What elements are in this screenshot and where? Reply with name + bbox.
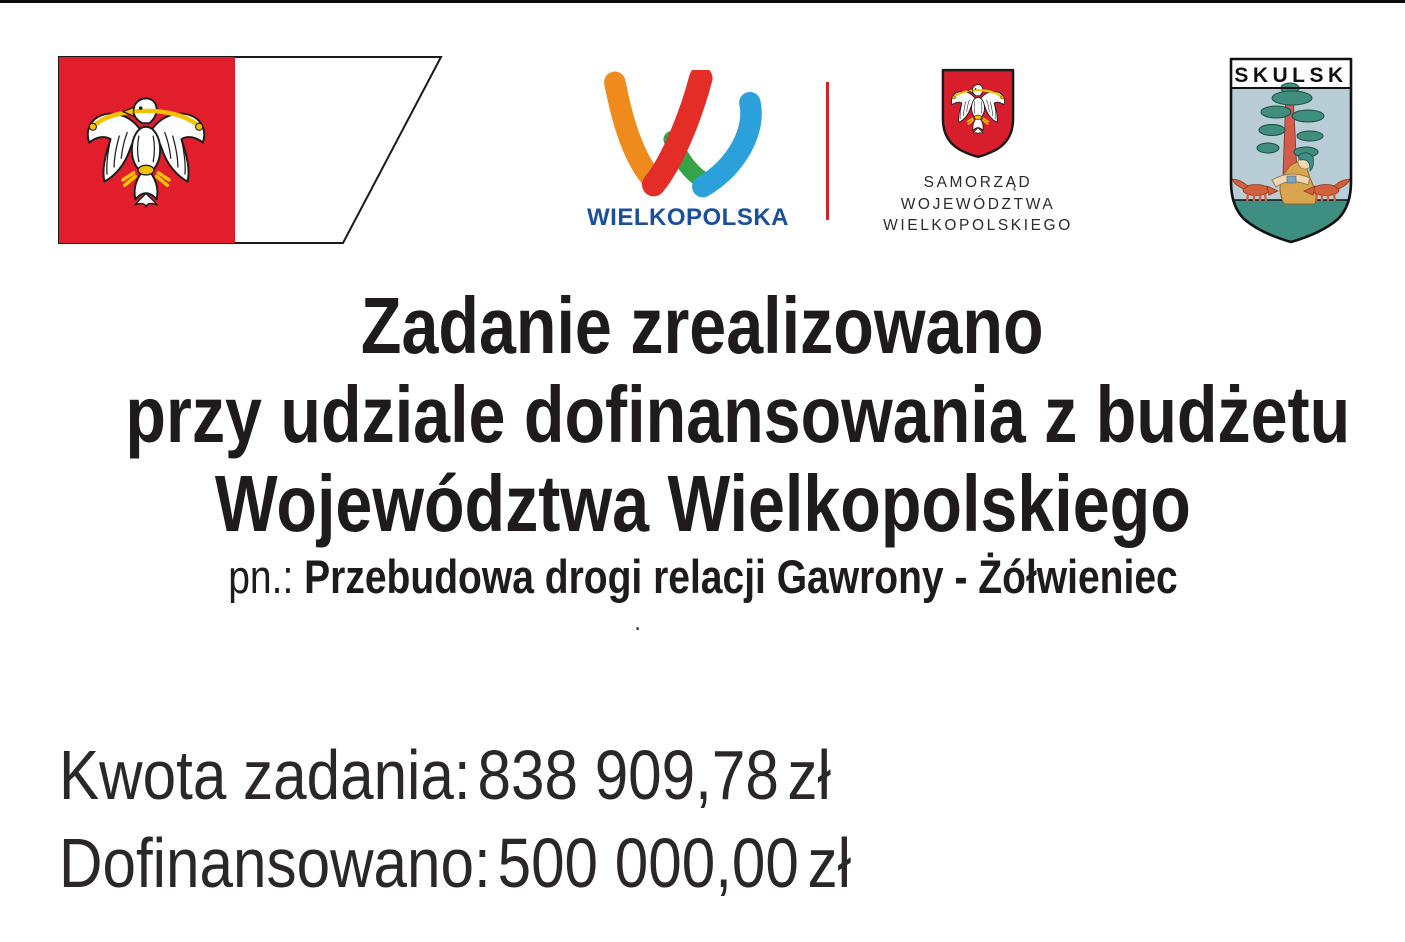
kwota-currency: zł [787, 736, 831, 814]
project-prefix: pn.: [227, 550, 293, 603]
project-name: Przebudowa drogi relacji Gawrony - Żółwieniec [292, 550, 1178, 603]
amount-row-kwota [59, 731, 980, 819]
wielkopolska-flag-icon [58, 56, 444, 244]
amount-row-dofinansowano [59, 819, 980, 907]
dofinansowano-label: Dofinansowano: [59, 824, 491, 902]
skulsk-crest-icon [1226, 54, 1356, 248]
kwota-value: 838 909,78 [477, 736, 779, 814]
vertical-divider-line [826, 82, 829, 220]
dofinansowano-currency: zł [807, 824, 851, 902]
amounts-block [59, 731, 980, 907]
project-name-line [0, 549, 1405, 604]
skulsk-title: SKULSK [1234, 64, 1348, 87]
wielkopolska-w-icon [586, 70, 791, 203]
kwota-label: Kwota zadania: [59, 736, 471, 814]
dofinansowano-value: 500 000,00 [497, 824, 799, 902]
samorzad-crest-block [858, 66, 1098, 237]
samorzad-caption-line: WOJEWÓDZTWA [900, 195, 1056, 213]
wielkopolska-logo [583, 70, 793, 232]
samorzad-caption-line: WIELKOPOLSKIEGO [883, 217, 1073, 234]
headline-line-2: przy udziale dofinansowania z budżetu [125, 370, 1351, 459]
samorzad-caption-line: SAMORZĄD [923, 174, 1033, 191]
top-border-line [0, 0, 1405, 3]
headline-line-3: Województwa Wielkopolskiego [214, 459, 1191, 548]
samorzad-caption [858, 172, 1098, 237]
samorzad-shield-icon [939, 66, 1017, 160]
headline [0, 281, 1405, 548]
wielkopolska-wordmark: WIELKOPOLSKA [587, 204, 789, 231]
headline-line-1: Zadanie zrealizowano [361, 281, 1044, 370]
stray-period-mark: . [634, 606, 642, 636]
